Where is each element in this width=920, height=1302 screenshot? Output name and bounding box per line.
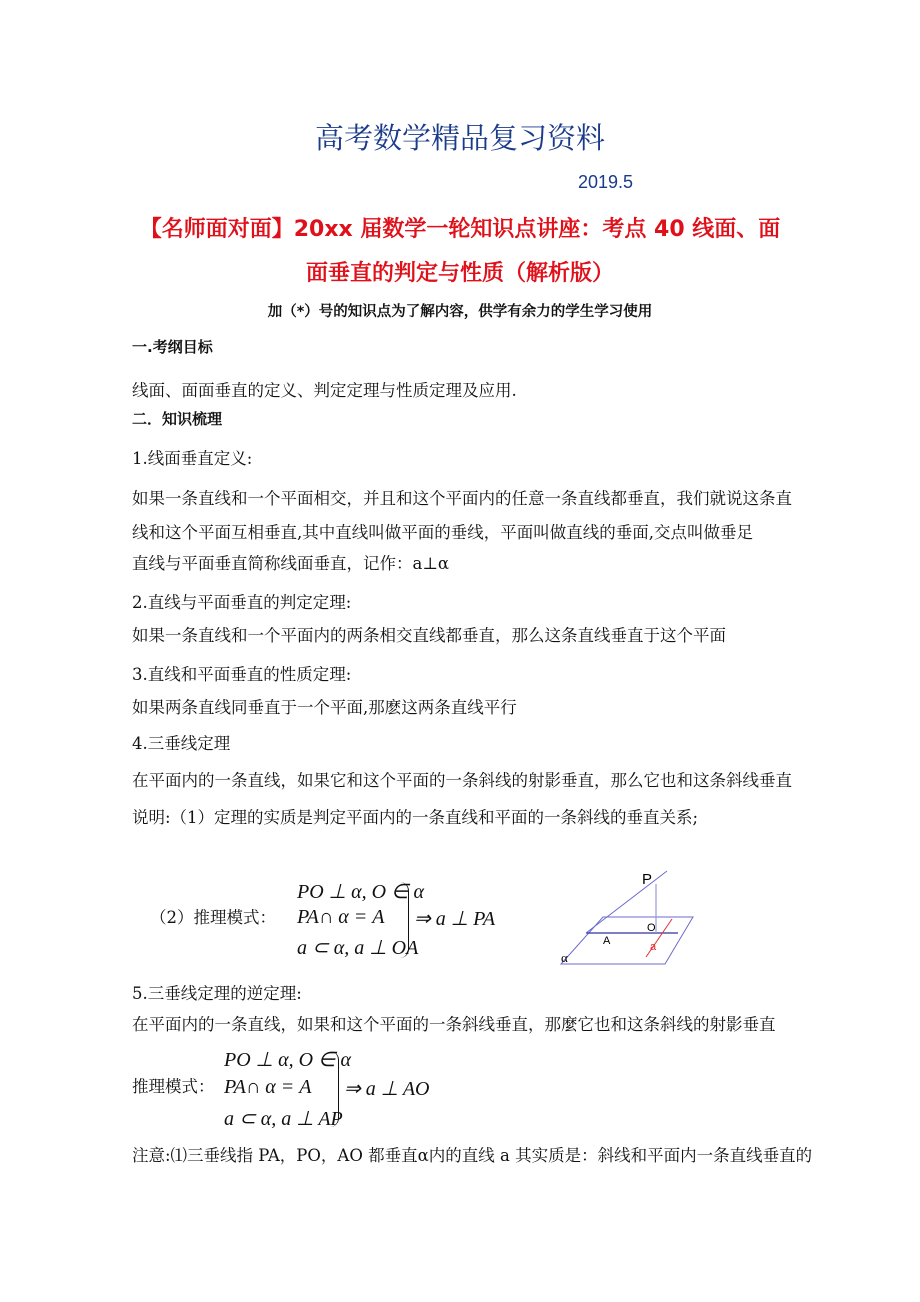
heading-line-2: 面垂直的判定与性质（解析版） bbox=[305, 261, 614, 286]
brace bbox=[330, 1051, 339, 1127]
paragraph: 如果两条直线同垂直于一个平面,那麽这两条直线平行 bbox=[132, 698, 517, 717]
doc-title: 高考数学精品复习资料 bbox=[314, 121, 605, 155]
formula-cond: PA∩ α = A bbox=[224, 1076, 312, 1098]
label-P: P bbox=[642, 871, 653, 888]
perpendicular-figure bbox=[555, 868, 705, 968]
section-heading: 一.考纲目标 bbox=[132, 338, 213, 356]
formula-result: ⇒ a ⊥ AO bbox=[344, 1078, 430, 1100]
paragraph: 注意:⑴三垂线指 PA，PO，AO 都垂直α内的直线 a 其实质是：斜线和平面内一条直线垂直的 bbox=[132, 1146, 813, 1165]
label-a: a bbox=[650, 941, 657, 953]
paragraph: 3.直线和平面垂直的性质定理: bbox=[132, 665, 352, 684]
label-alpha: α bbox=[561, 950, 568, 965]
brace bbox=[400, 882, 409, 958]
paragraph: 5.三垂线定理的逆定理: bbox=[132, 984, 302, 1003]
heading-line-1: 【名师面对面】20xx 届数学一轮知识点讲座：考点 40 线面、面 bbox=[139, 217, 781, 242]
formula-cond: a ⊂ α, a ⊥ OA bbox=[297, 937, 419, 959]
formula-result: ⇒ a ⊥ PA bbox=[414, 908, 496, 930]
formula-cond: PO ⊥ α, O ∈ α bbox=[297, 881, 424, 903]
paragraph: 直线与平面垂直简称线面垂直，记作：a⊥α bbox=[132, 554, 449, 573]
formula-cond: a ⊂ α, a ⊥ AP bbox=[224, 1108, 343, 1130]
formula-cond: PA∩ α = A bbox=[297, 906, 385, 928]
doc-date: 2019.5 bbox=[578, 172, 634, 192]
paragraph: 在平面内的一条直线，如果它和这个平面的一条斜线的射影垂直，那么它也和这条斜线垂直 bbox=[132, 771, 792, 790]
label-A: A bbox=[603, 935, 611, 947]
paragraph: 线和这个平面互相垂直,其中直线叫做平面的垂线，平面叫做直线的垂面,交点叫做垂足 bbox=[132, 523, 753, 542]
paragraph: 1.线面垂直定义: bbox=[132, 449, 253, 468]
label-O: O bbox=[647, 922, 656, 934]
paragraph: 2.直线与平面垂直的判定定理: bbox=[132, 593, 352, 612]
paragraph: 4.三垂线定理 bbox=[132, 734, 231, 753]
formula-label: 推理模式： bbox=[132, 1077, 215, 1096]
paragraph: 线面、面面垂直的定义、判定定理与性质定理及应用. bbox=[132, 381, 517, 400]
paragraph: 说明:（1）定理的实质是判定平面内的一条直线和平面的一条斜线的垂直关系; bbox=[132, 808, 699, 827]
formula-label: （2）推理模式： bbox=[150, 908, 276, 927]
formula-cond: PO ⊥ α, O ∈ α bbox=[224, 1049, 351, 1071]
paragraph: 如果一条直线和一个平面相交，并且和这个平面内的任意一条直线都垂直，我们就说这条直 bbox=[132, 489, 792, 508]
section-heading: 二．知识梳理 bbox=[132, 410, 223, 428]
paragraph: 在平面内的一条直线，如果和这个平面的一条斜线垂直，那麼它也和这条斜线的射影垂直 bbox=[132, 1015, 776, 1034]
subtitle: 加（*）号的知识点为了解内容，供学有余力的学生学习使用 bbox=[267, 304, 653, 320]
paragraph: 如果一条直线和一个平面内的两条相交直线都垂直，那么这条直线垂直于这个平面 bbox=[132, 626, 726, 645]
